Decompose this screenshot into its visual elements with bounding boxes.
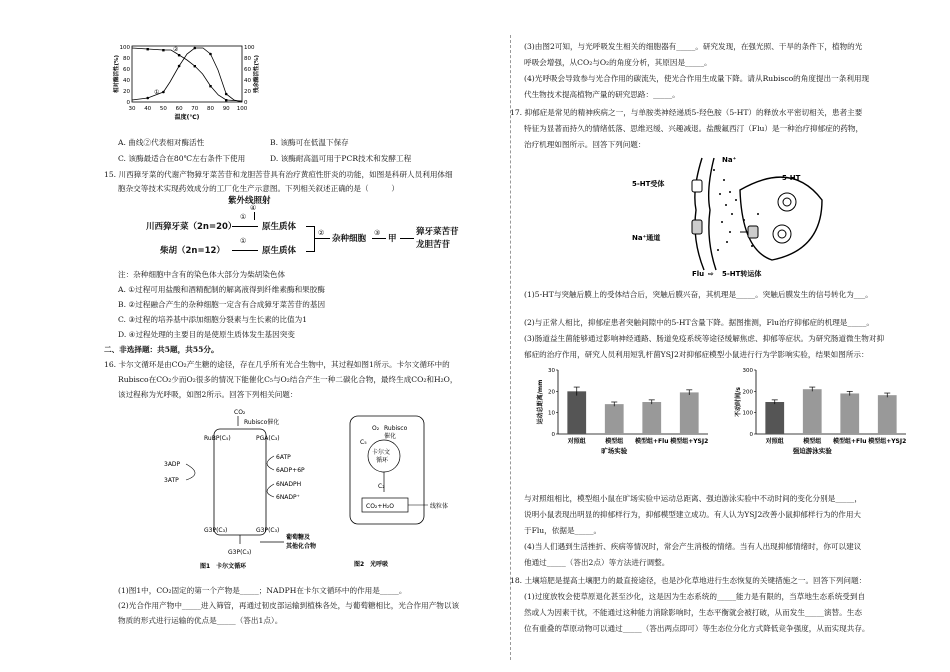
category-label: 模型组 xyxy=(605,438,624,445)
q17-part1: (1)5-HT与突触后膜上的受体结合后，突触后膜兴奋，其机理是_____。突触后膜发生的信号转化为___。 xyxy=(524,290,873,299)
q15-option-d: D. ④过程处理的主要目的是使原生质体发生基因突变 xyxy=(118,330,295,339)
q15-option-a: A. ①过程可用盐酸和酒精配制的解离液得到纤维素酶和果胶酶 xyxy=(118,285,325,294)
q18-part1-line1: (1)过度放牧会使草原退化甚至沙化，这是因为生态系统的_____能力是有限的，当草地生态系统受到自 xyxy=(524,592,866,601)
chart-title: 强迫游泳实验 xyxy=(792,447,832,455)
transporter-label: 5-HT转运体 xyxy=(722,270,762,278)
y2-tick: 0 xyxy=(244,100,248,106)
x-axis-label: 温度(℃) xyxy=(174,114,200,121)
q14-option-d: D. 该酶耐高温可用于PCR技术和发酵工程 xyxy=(270,154,412,163)
left-axis-label: 相对酶活性(%) xyxy=(114,54,120,94)
hybrid-cell-label: 杂种细胞 xyxy=(332,234,367,244)
q16-part3-line1: (3)由图2可知，与光呼吸发生相关的细胞器有_____。研究发现，在强光照、干旱的条件下，植物的光 xyxy=(524,42,863,51)
q17-part3-line5: 于Flu，依据是_____。 xyxy=(524,526,602,535)
x-tick: 100 xyxy=(236,106,248,112)
q17-part3-line1: (3)肠道益生菌能够通过影响神经通路、肠道免疫系统等途径缓解焦虑、抑郁等症状。为研究肠道微生物对抑 xyxy=(524,334,885,343)
q18-part1-line3: 位有重叠的草原动物可以通过_____（答出两点即可）等生态位分化方式降低竞争强度，从而实现共存。 xyxy=(524,624,870,633)
curve2-label: ② xyxy=(173,46,179,53)
q16-part4-line2: 代生物技术提高植物产量的研究思路：_____。 xyxy=(524,90,680,99)
category-label: 对照组 xyxy=(567,438,586,445)
category-label: 模型组+YSJ2 xyxy=(670,438,709,445)
q16-stem-line3: 该过程称为光呼吸，如图2所示。回答下列相关问题： xyxy=(118,390,298,399)
fig2-c2: C₂ xyxy=(378,483,385,490)
q17-part4-line2: 他通过_____（答出2点）等方法进行调整。 xyxy=(524,558,670,567)
y-tick: 40 xyxy=(123,78,130,84)
protoplast2-label: 原生质体 xyxy=(262,246,297,256)
y2-tick: 40 xyxy=(244,78,251,84)
x-tick: 50 xyxy=(159,106,167,112)
fig2-cycle-line1: 卡尔文 xyxy=(372,449,391,456)
bar xyxy=(765,402,784,434)
y-tick: 60 xyxy=(123,67,130,73)
fig2-rubisco: Rubisco xyxy=(384,425,408,432)
open-field-chart xyxy=(528,364,718,482)
q17-stem-line1: 17. 抑郁症是常见的精神疾病之一，与单胺类神经递质5-羟色胺（5-HT）的释放水平密切相关，患者主要 xyxy=(510,108,863,117)
protoplast1-label: 原生质体 xyxy=(262,222,297,232)
x-tick: 30 xyxy=(128,106,136,112)
fig1-rubisco: Rubisco催化 xyxy=(244,419,280,426)
category-label: 模型组+Flu xyxy=(833,438,867,445)
y-tick: 20 xyxy=(123,89,130,95)
bar xyxy=(840,393,859,434)
fig2-c5: C₅ xyxy=(360,439,367,446)
bar xyxy=(567,391,586,434)
q15-note: 注：杂种细胞中含有的染色体大部分为柴胡染色体 xyxy=(118,270,286,279)
q16-part3-line2: 呼吸会增强，从CO₂与O₂的角度分析，其原因是_____。 xyxy=(524,58,712,67)
flu-label: Flu xyxy=(692,270,705,278)
y-tick-label: 0 xyxy=(749,432,753,438)
category-label: 模型组 xyxy=(803,438,822,445)
jia-label: 甲 xyxy=(388,234,397,244)
y-tick: 0 xyxy=(126,100,130,106)
plant1-label: 川西獐牙菜（2n=20） xyxy=(146,222,237,232)
q16-part4-line1: (4)光呼吸会导致参与光合作用的碳流失，使光合作用生成量下降。请从Rubisco的角度提出一条利用现 xyxy=(524,74,870,83)
step4-label: ④ xyxy=(250,204,257,212)
bar xyxy=(680,392,699,434)
enzyme-activity-chart xyxy=(112,40,262,122)
q14-option-a: A. 曲线②代表相对酶活性 xyxy=(118,138,205,147)
q17-stem-line3: 治疗机理如图所示。回答下列问题： xyxy=(524,140,646,149)
y2-tick: 60 xyxy=(244,67,251,73)
fig1-rubp: RuBP(C₅) xyxy=(204,435,231,442)
y2-tick: 20 xyxy=(244,89,251,95)
fusion-flow-diagram xyxy=(146,194,476,266)
q17-part3-line3: 与对照组相比，模型组小鼠在旷场实验中运动总距离、强迫游泳实验中不动时间的变化分别是_____， xyxy=(524,494,862,503)
y-tick-label: 300 xyxy=(742,368,753,374)
photorespiration-figure xyxy=(348,414,468,570)
x-tick: 60 xyxy=(175,106,183,112)
fig1-sugar-line1: 葡萄糖及 xyxy=(286,534,311,541)
fig1-sugar-line2: 其他化合物 xyxy=(286,543,317,550)
fig1-co2: CO₂ xyxy=(234,409,246,416)
y-tick-label: 200 xyxy=(742,389,753,396)
5ht-label: 5-HT xyxy=(782,174,801,182)
fig1-g3p-left: G3P(C₃) xyxy=(204,527,228,534)
q18-stem: 18. 土壤培肥是提高土壤肥力的最直接途径，也是沙化草地进行生态恢复的关键措施之一。回答下列问题： xyxy=(510,576,867,585)
y-axis-label: 不动时间/s xyxy=(735,387,742,417)
fig2-co2h2o: CO₂+H₂O xyxy=(366,503,394,510)
receptor-label: 5-HT受体 xyxy=(632,180,665,188)
step1a-label: ① xyxy=(240,213,247,221)
x-tick: 90 xyxy=(222,106,230,112)
category-label: 对照组 xyxy=(765,438,784,445)
q14-option-c: C. 该酶最适合在80℃左右条件下使用 xyxy=(118,154,246,163)
fig1-pga: PGA(C₃) xyxy=(256,435,280,442)
q15-stem-line2: 胞杂交等技术实现药效成分的工厂化生产示意图。下列相关叙述正确的是（ ） xyxy=(118,184,399,193)
curve1-label: ① xyxy=(154,89,160,96)
category-label: 模型组+YSJ2 xyxy=(868,438,907,445)
na-label: Na⁺ xyxy=(722,156,737,164)
fig1-caption: 图1 卡尔文循环 xyxy=(200,563,247,570)
q16-stem-line1: 16. 卡尔文循环是由CO₂产生糖的途径，存在几乎所有光合生物中，其过程如图1所示。卡尔文循环中的 xyxy=(104,360,450,369)
q16-part2-line2: 物质的形式进行运输的优点是_____（答出1点）。 xyxy=(118,616,283,625)
fig2-cycle-line2: 循环 xyxy=(376,457,389,464)
y2-tick: 80 xyxy=(244,56,251,62)
q16-part1: (1)图1中，CO₂固定的第一个产物是_____；NADPH在卡尔文循环中的作用是_____。 xyxy=(118,586,407,595)
bar xyxy=(803,389,822,434)
synapse-diagram xyxy=(632,150,832,280)
y-tick-label: 20 xyxy=(548,389,555,396)
fig1-g3p-right: G3P(C₃) xyxy=(256,527,280,534)
plant2-label: 柴胡（2n=12） xyxy=(160,246,225,256)
fig1-6nadph: 6NADPH xyxy=(276,481,302,488)
bar xyxy=(878,395,897,434)
y-tick-label: 10 xyxy=(548,410,555,417)
step3-label: ③ xyxy=(374,229,381,237)
y-tick-label: 100 xyxy=(742,410,753,417)
q15-option-c: C. ③过程的培养基中添加细胞分裂素与生长素的比值为1 xyxy=(118,315,308,324)
x-tick: 80 xyxy=(207,106,214,112)
fig1-g3p-bottom: G3P(C₃) xyxy=(228,549,252,556)
product1-label: 獐牙菜苦苷 xyxy=(416,227,459,237)
q15-stem-line1: 15. 川西獐牙菜的代谢产物獐牙菜苦苷和龙胆苦苷具有治疗黄疸性肝炎的功能，如图是科研人员利用体细 xyxy=(104,170,453,179)
flu-arrow-icon: ⇨ xyxy=(708,270,714,278)
q17-stem-line2: 特征为显著而持久的情绪低落、思维迟缓、兴趣减退。盐酸氟西汀（Flu）是一种治疗抑郁症的药物， xyxy=(524,124,864,133)
q16-part2-line1: (2)光合作用产物中_____进入筛管，再通过韧皮部运输到植株各处，与葡萄糖相比，光合作用产物以该 xyxy=(118,601,460,610)
step2-label: ② xyxy=(318,229,325,237)
y-tick: 80 xyxy=(123,56,130,62)
right-axis-label: 残余酶活性(%) xyxy=(254,54,260,94)
fig2-o2: O₂ xyxy=(372,425,380,432)
product2-label: 龙胆苦苷 xyxy=(416,240,451,250)
fig1-3adp: 3ADP xyxy=(164,461,181,468)
q17-part3-line4: 说明小鼠表现出明显的抑郁样行为，抑郁模型建立成功。有人认为YSJ2改善小鼠抑郁样行为的作用大 xyxy=(524,510,862,519)
y-axis-label: 运动总距离/mm xyxy=(537,379,544,425)
section-two-heading: 二、非选择题：共5题，共55分。 xyxy=(104,345,219,354)
bar xyxy=(605,404,624,434)
x-tick: 40 xyxy=(144,106,152,112)
y-tick: 100 xyxy=(119,45,130,51)
forced-swim-chart xyxy=(726,364,916,482)
y-tick-label: 0 xyxy=(551,432,555,438)
fig2-catalysis: 催化 xyxy=(384,433,397,440)
q17-part3-line2: 郁症的治疗作用，研究人员利用短乳杆菌YSJ2对抑郁症模型小鼠进行行为学影响实验，结果如图所示： xyxy=(524,350,869,359)
bar xyxy=(642,402,661,434)
q17-part4-line1: (4)当人们遇到生活挫折、疾病等情况时，常会产生消极的情绪。当有人出现抑郁情绪时，你可以建议 xyxy=(524,542,862,551)
q14-option-b: B. 该酶可在低温下保存 xyxy=(270,138,349,147)
column-divider xyxy=(510,35,511,660)
na-channel-label: Na⁺通道 xyxy=(632,234,661,242)
fig1-6atp: 6ATP xyxy=(276,454,291,461)
fig1-6adp: 6ADP+6P xyxy=(276,467,305,474)
fig2-caption: 图2 光呼吸 xyxy=(354,561,389,568)
y2-tick: 100 xyxy=(244,45,255,51)
calvin-cycle-figure xyxy=(164,404,334,570)
y-tick-label: 30 xyxy=(548,368,555,374)
category-label: 模型组+Flu xyxy=(635,438,669,445)
uv-label: 紫外线照射 xyxy=(228,196,271,206)
fig1-3atp: 3ATP xyxy=(164,477,179,484)
fig2-mitochondria: 线粒体 xyxy=(430,503,449,510)
q17-part2: (2)与正常人相比，抑郁症患者突触间隙中的5-HT含量下降。据图推测，Flu治疗抑郁症的机理是_____。 xyxy=(524,318,874,327)
q18-part1-line2: 然或人为因素干扰，不能通过这种能力消除影响时，生态平衡就会被打破，从而发生_____演替。生态 xyxy=(524,608,862,617)
step1b-label: ① xyxy=(240,237,247,245)
x-tick: 70 xyxy=(191,106,199,112)
chart-title: 旷场实验 xyxy=(601,447,628,455)
q15-option-b: B. ②过程融合产生的杂种细胞一定含有合成獐牙菜苦苷的基因 xyxy=(118,300,326,309)
q16-stem-line2: Rubisco在CO₂少而O₂很多的情况下能催化C₅与O₂结合产生一种二碳化合物，最终生成CO₂和H₂O， xyxy=(118,375,458,384)
fig1-6nadp: 6NADP⁺ xyxy=(276,494,300,501)
